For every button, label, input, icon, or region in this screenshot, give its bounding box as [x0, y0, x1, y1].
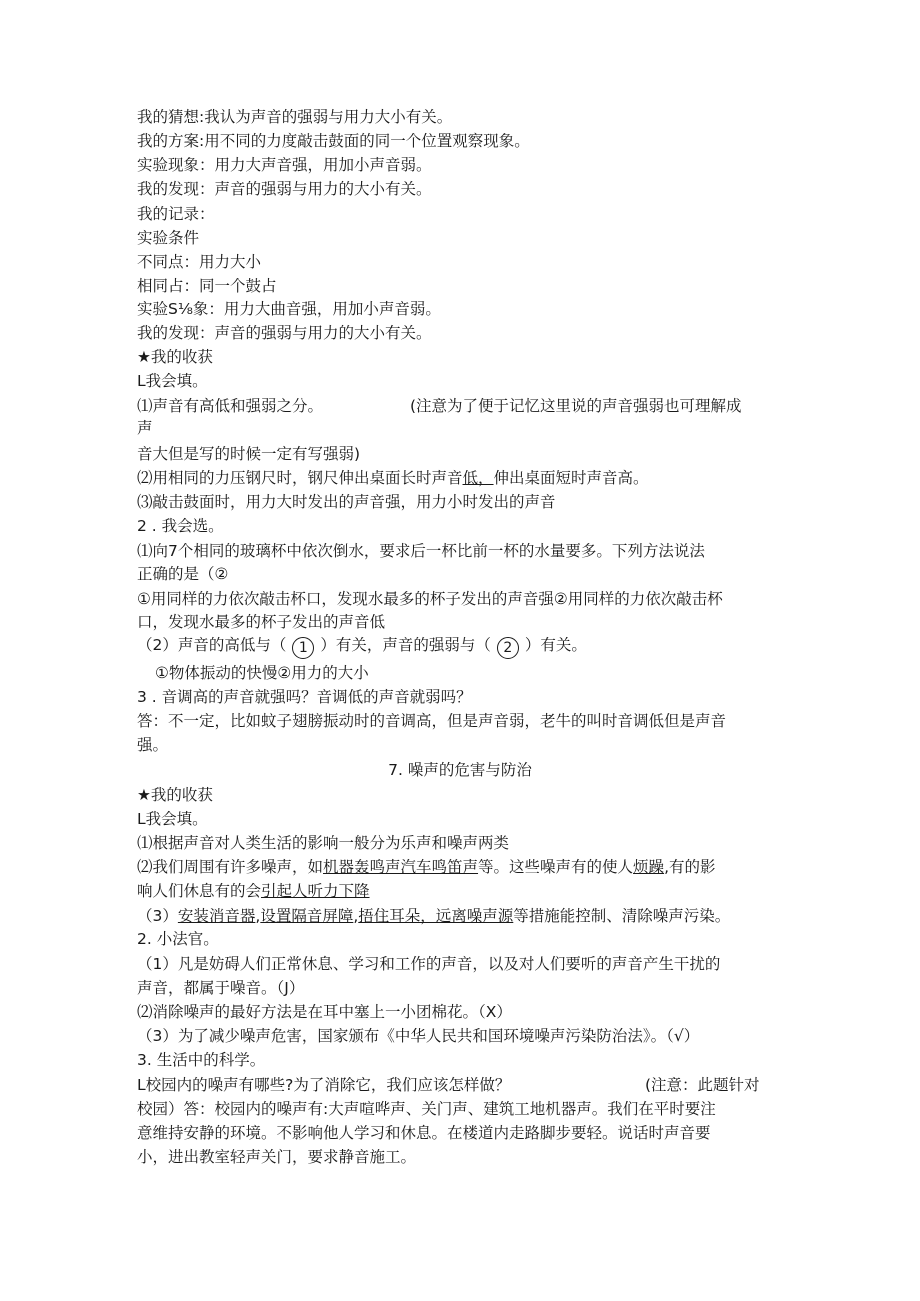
- q1-note-end: 音大但是写的时候一定有写强弱): [137, 445, 361, 463]
- q2-answer: 低，: [462, 469, 494, 487]
- c2-mid: ）有关，声音的强弱与（: [320, 636, 491, 654]
- f2-answer-3: 引起人听力下降: [261, 882, 370, 900]
- finding-line: 我的发现：声音的强弱与用力的大小有关。: [137, 180, 432, 198]
- f3-text-end: 等措施能控制、清除噪声污染。: [513, 907, 731, 925]
- j1-line-b: 声音，都属于噪音。（J）: [137, 979, 305, 997]
- q2-line: [137, 467, 649, 489]
- conditions-line: 实验条件: [137, 229, 200, 247]
- l1-line-a: L校园内的噪声有哪些?为了消除它，我们应该怎样做？: [137, 1076, 511, 1094]
- q3-heading: 3 . 音调高的声音就强吗？音调低的声音就弱吗？: [137, 688, 472, 706]
- f2-text-c: ,有的影: [664, 858, 716, 876]
- j1-line-a: （1）凡是妨碍人们正常休息、学习和工作的声音，以及对人们要听的声音产生干扰的: [137, 955, 721, 973]
- q1-line: [137, 395, 323, 417]
- life-heading: 3. 生活中的科学。: [137, 1051, 266, 1069]
- harvest-heading-2: ★我的收获: [137, 786, 213, 804]
- l1-line-d: 意维持安静的环境。不影响他人学习和休息。在楼道内走路脚步要轻。说话时声音要: [137, 1124, 711, 1142]
- f3-answer-2: 设置隔音屏障: [260, 907, 354, 925]
- exp-result-line: 实验S⅛象：用力大曲音强，用加小声音弱。: [137, 300, 441, 318]
- f1-line: ⑴根据声音对人类生活的影响一般分为乐声和噪声两类: [137, 834, 510, 852]
- fill-heading: L我会填。: [137, 372, 208, 390]
- c1-line-a: ⑴向7个相同的玻璃杯中依次倒水，要求后一杯比前一杯的水量要多。下列方法说法: [137, 542, 705, 560]
- circled-answer-2: 2: [497, 637, 519, 659]
- f3-answer-3: 捂住耳朵，远离噪声源: [358, 907, 514, 925]
- same-line: 相同占：同一个鼓占: [137, 277, 277, 295]
- guess-line: 我的猜想:我认为声音的强弱与用力大小有关。: [137, 108, 453, 126]
- f2-answer-1: 机器轰鸣声汽车鸣笛声: [323, 858, 479, 876]
- section-title: 7. 噪声的危害与防治: [388, 761, 532, 779]
- f3-line: [137, 905, 730, 927]
- c2-line: [137, 634, 587, 656]
- j2-line: ⑵消除噪声的最好方法是在耳中塞上一小团棉花。（X）: [137, 1003, 512, 1021]
- j3-line: （3）为了减少噪声危害，国家颁布《中华人民共和国环境噪声污染防治法》。（√）: [137, 1027, 700, 1045]
- q1-note-cont: 声: [137, 419, 153, 437]
- choose-heading: 2 . 我会选。: [137, 517, 224, 535]
- c2-pre: （2）声音的高低与（: [137, 636, 287, 654]
- l1-line-e: 小，进出教室轻声关门，要求静音施工。: [137, 1148, 417, 1166]
- q1-text: ⑴声音有高低和强弱之分。: [137, 397, 324, 415]
- c1-line-b: 正确的是（②: [137, 565, 229, 583]
- f3-answer-1: 安装消音器: [177, 907, 256, 925]
- c1-line-d: 口，发现水最多的杯子发出的声音低: [137, 613, 386, 631]
- record-line: 我的记录：: [137, 205, 215, 223]
- f2-text-b: 等。这些噪声有的使人: [478, 858, 634, 876]
- f2-line-cont: [137, 880, 370, 902]
- l1-note: (注意：此题针对: [645, 1076, 760, 1094]
- l1-line-c: 校园）答：校园内的噪声有:大声喧哗声、关门声、建筑工地机器声。我们在平时要注: [137, 1100, 716, 1118]
- f3-sep-1: ,: [255, 907, 261, 925]
- answer-line-a: 答：不一定，比如蚊子翅膀振动时的音调高，但是声音弱，老牛的叫时音调低但是声音: [137, 712, 727, 730]
- f2-answer-2: 烦躁: [633, 858, 665, 876]
- c2-post: ）有关。: [524, 636, 587, 654]
- plan-line: 我的方案:用不同的力度敲击鼓面的同一个位置观察现象。: [137, 132, 530, 150]
- f3-sep-2: ,: [353, 907, 359, 925]
- phenomenon-line: 实验现象：用力大声音强，用加小声音弱。: [137, 156, 432, 174]
- answer-line-b: 强。: [137, 736, 169, 754]
- f3-number: （3）: [137, 907, 178, 925]
- diff-line: 不同点：用力大小: [137, 253, 262, 271]
- fill-heading-2: L我会填。: [137, 810, 208, 828]
- judge-heading: 2. 小法官。: [137, 930, 219, 948]
- f2-text-d: 响人们休息有的会: [137, 882, 262, 900]
- c2-options: ①物体振动的快慢②用力的大小: [155, 664, 369, 682]
- circled-answer-1: 1: [292, 637, 314, 659]
- q2-pre: ⑵用相同的力压钢尺时，钢尺伸出桌面长时声音: [137, 469, 463, 487]
- c1-line-c: ①用同样的力依次敲击杯口，发现水最多的杯子发出的声音强②用同样的力依次敲击杯: [137, 590, 723, 608]
- f2-text-a: ⑵我们周围有许多噪声，如: [137, 858, 324, 876]
- q2-post: 伸出桌面短时声音高。: [493, 469, 649, 487]
- q3-line: ⑶敲击鼓面时，用力大时发出的声音强，用力小时发出的声音: [137, 493, 556, 511]
- finding2-line: 我的发现：声音的强弱与用力的大小有关。: [137, 324, 432, 342]
- f2-line: [137, 856, 716, 878]
- harvest-heading: ★我的收获: [137, 348, 213, 366]
- q1-note: (注意为了便于记忆这里说的声音强弱也可理解成: [410, 397, 742, 415]
